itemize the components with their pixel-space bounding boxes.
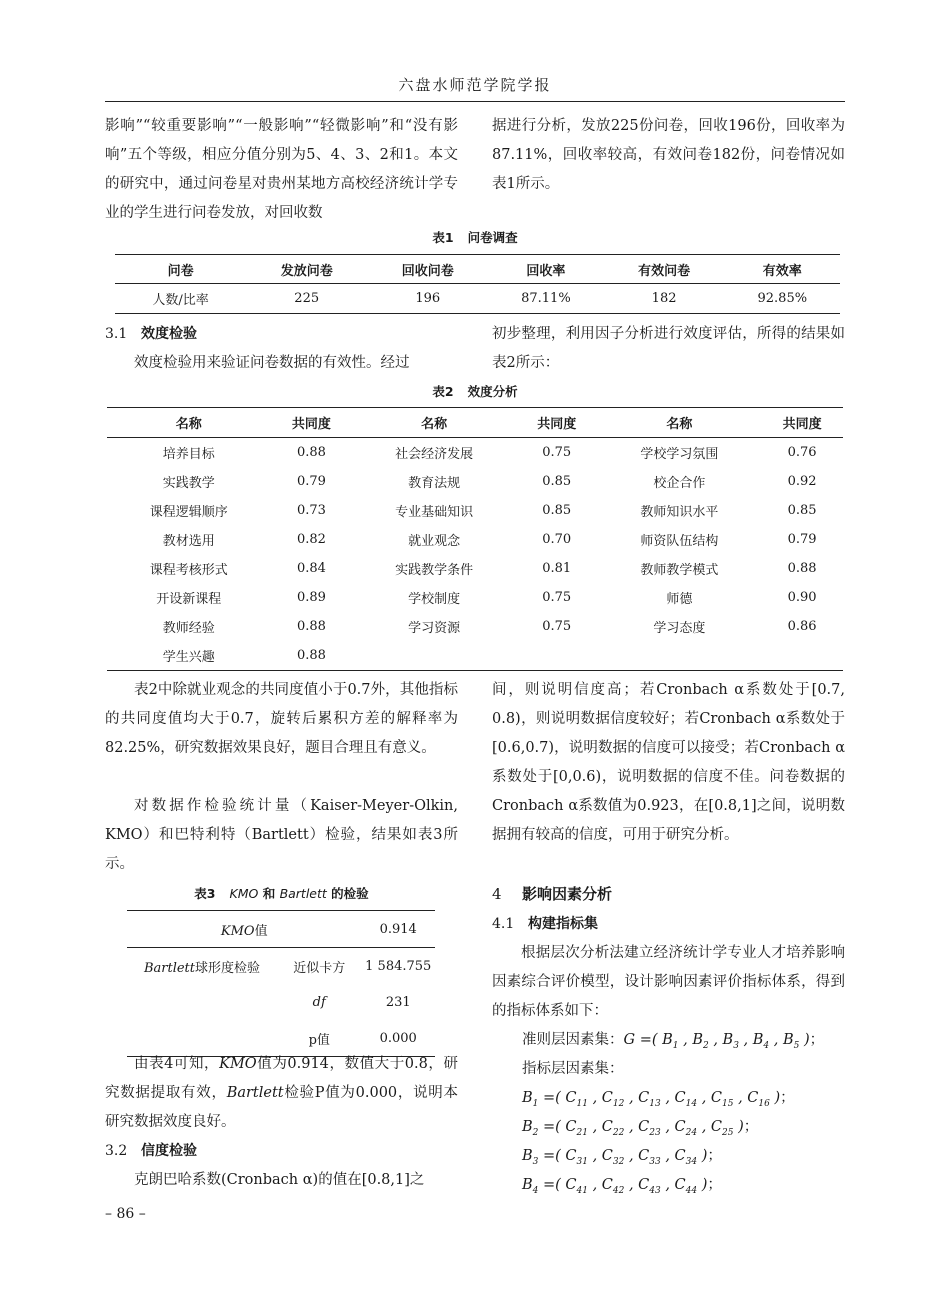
table2-cell: 0.75: [542, 445, 572, 460]
table1-caption-title: 问卷调查: [467, 230, 518, 245]
left-paragraph-3: [105, 1050, 458, 1137]
table1-caption-label: 表1: [432, 230, 454, 245]
right-paragraph-1: 间，则说明信度高；若Cronbach α系数处于[0.7, 0.8)，则说明数据信度较好；若Cronbach α系数处于[0.6,0.7)，说明数据的信度可以接受；若Cronbach α系数处于[0,0.6)，说明数据的信度不佳。问卷数据的Cronbach α系数值为0.923，在[0.8,1]之间，说明数据拥有较高的信度，可用于研究分析。: [492, 682, 845, 843]
left-paragraph-2: 对数据作检验统计量（Kaiser-Meyer-Olkin, KMO）和巴特利特（Bartlett）检验，结果如表3所示。: [105, 798, 458, 872]
table2-cell: 0.76: [787, 445, 817, 460]
section-title: 构建指标集: [528, 916, 598, 932]
table3-p-value: 0.000: [361, 1020, 435, 1057]
table1-caption: [105, 228, 845, 246]
table2-cell: 0.92: [787, 474, 817, 489]
p3-c: 检验P值为0.000，说明本研究数据效度良好。: [105, 1085, 458, 1130]
table2-cell: 学习资源: [408, 621, 461, 636]
section-3-1-right-text: 初步整理，利用因子分析进行效度评估，所得的结果如表2所示：: [492, 326, 845, 371]
table2-cell: 培养目标: [162, 447, 215, 462]
criteria-label: 准则层因素集：: [522, 1032, 624, 1048]
table3-row: [127, 948, 435, 985]
formula-b4: $B_4$ =( $C_{41}$ , $C_{42}$ , $C_{43}$ , $C_{44}$ )；: [522, 1177, 722, 1196]
table2-cell: 0.88: [787, 561, 817, 576]
left-paragraph-1: 表2中除就业观念的共同度值小于0.7外，其他指标的共同度值均大于0.7，旋转后累积方差的解释率为82.25%，研究数据效果良好，题目合理且有意义。: [105, 682, 458, 756]
table2-row: [107, 467, 843, 496]
table2-cell: 教师经验: [162, 621, 215, 636]
table3-chi-label: 近似卡方: [293, 960, 346, 976]
table2-cell: 教材选用: [162, 534, 215, 549]
table3-kmo-bartlett: [127, 910, 435, 1057]
table2-caption: [105, 382, 845, 400]
table2-header: 共同度: [516, 408, 598, 438]
table3-caption-kmo: KMO: [229, 886, 259, 901]
table2-cell: 0.81: [542, 561, 572, 576]
table3-row: [127, 911, 435, 948]
table2-row: [107, 525, 843, 554]
left-paragraph-4: 克朗巴哈系数(Cronbach α)的值在[0.8,1]之: [134, 1172, 425, 1188]
table3-kmo-value: 0.914: [361, 911, 435, 948]
table2-cell: 教师知识水平: [640, 505, 719, 520]
table1-row: [115, 284, 840, 314]
table1-cell: 92.85%: [725, 284, 840, 314]
formula-b3: $B_3$ =( $C_{31}$ , $C_{32}$ , $C_{33}$ , $C_{34}$ )；: [522, 1148, 722, 1167]
table2-cell: 师德: [666, 592, 693, 607]
table2-row: [107, 496, 843, 525]
table2-row: [107, 641, 843, 671]
section-title: 信度检验: [141, 1143, 197, 1159]
p3-kmo: KMO: [219, 1056, 257, 1072]
table2-cell: [761, 641, 843, 671]
table3-caption-tail: 的检验: [331, 886, 369, 901]
table2-caption-title: 效度分析: [467, 384, 518, 399]
table1-cell: 87.11%: [488, 284, 603, 314]
table2-header: 名称: [352, 408, 516, 438]
table2-cell: 0.75: [542, 619, 572, 634]
section-3-1-left-text: 效度检验用来验证问卷数据的有效性。经过: [134, 355, 410, 371]
table1-header: 有效问卷: [604, 255, 725, 284]
table1-cell: 人数/比率: [115, 284, 246, 314]
table1-questionnaire: [115, 254, 840, 314]
table2-cell: 0.75: [542, 590, 572, 605]
table2-cell: 课程考核形式: [149, 563, 228, 578]
table2-row: [107, 612, 843, 641]
table3-bartlett-label: [127, 948, 277, 985]
page-number: – 86 –: [105, 1206, 146, 1222]
table2-cell: 社会经济发展: [395, 447, 474, 462]
table2-cell: 教育法规: [408, 476, 461, 491]
section-3-2-heading: [105, 1137, 458, 1166]
table2-cell: 0.85: [787, 503, 817, 518]
table1-cell: 196: [367, 284, 488, 314]
table1-header: 问卷: [115, 255, 246, 284]
section-title: 效度检验: [141, 326, 197, 342]
criteria-set: 准则层因素集：G =( $B_1$ , $B_2$ , $B_3$ , $B_4$ , $B_5$ )；: [522, 1032, 825, 1051]
table2-cell: 教师教学模式: [640, 563, 719, 578]
table3-p-label: p值: [277, 1020, 361, 1057]
intro-left-paragraph: 影响”“较重要影响”“一般影响”“轻微影响”和“没有影响”五个等级，相应分值分别为5、4、3、2和1。本文的研究中，通过问卷星对贵州某地方高校经济统计学专业的学生进行问卷发放，对回收数: [105, 118, 458, 221]
table2-cell: 学校学习氛围: [640, 447, 719, 462]
table2-cell: 0.82: [296, 532, 326, 547]
table2-cell: 学生兴趣: [107, 641, 271, 671]
table1-header: 回收问卷: [367, 255, 488, 284]
table2-cell: 0.70: [542, 532, 572, 547]
table2-header: 共同度: [761, 408, 843, 438]
table3-row: [127, 984, 435, 1020]
table2-cell: [352, 641, 516, 671]
table2-cell: 0.88: [296, 619, 326, 634]
table2-row: [107, 554, 843, 583]
table1-header-row: [115, 255, 840, 284]
table2-cell: 0.89: [296, 590, 326, 605]
table2-cell: 0.79: [787, 532, 817, 547]
table3-caption-and: 和: [262, 886, 276, 901]
table1-cell: 182: [604, 284, 725, 314]
table2-cell: 开设新课程: [156, 592, 222, 607]
table2-row: [107, 583, 843, 612]
table2-cell: [598, 641, 762, 671]
section-title: 影响因素分析: [522, 885, 613, 903]
section-4-1-heading: [492, 910, 845, 939]
table2-cell: 专业基础知识: [395, 505, 474, 520]
section-3-1-heading: [105, 320, 458, 349]
table2-header: 共同度: [271, 408, 353, 438]
formula-b1: $B_1$ =( $C_{11}$ , $C_{12}$ , $C_{13}$ , $C_{14}$ , $C_{15}$ , $C_{16}$ )；: [522, 1090, 795, 1109]
table2-cell: 0.79: [296, 474, 326, 489]
table3-df-value: 231: [385, 994, 411, 1010]
table3-caption-bartlett: Bartlett: [279, 886, 327, 901]
formula-b2: $B_2$ =( $C_{21}$ , $C_{22}$ , $C_{23}$ , $C_{24}$ , $C_{25}$ )；: [522, 1119, 759, 1138]
section-number: 4: [492, 885, 502, 903]
table2-header: 名称: [107, 408, 271, 438]
indicator-label: 指标层因素集：: [522, 1061, 624, 1077]
section-number: 3.2: [105, 1143, 128, 1159]
table3-caption-label: 表3: [194, 886, 216, 901]
running-head: 六盘水师范学院学报: [398, 76, 552, 94]
table3-caption: [105, 884, 458, 902]
section-number: 4.1: [492, 916, 515, 932]
table3-chi-value: 1 584.755: [365, 958, 432, 974]
table2-cell: 0.90: [787, 590, 817, 605]
header-rule: [105, 101, 845, 102]
table2-cell: 校企合作: [653, 476, 706, 491]
p3-bartlett: Bartlett: [226, 1085, 284, 1101]
section-4-heading: [492, 880, 845, 909]
indicator-label-line: [492, 1055, 875, 1084]
table2-cell: 0.84: [296, 561, 326, 576]
intro-right-paragraph: 据进行分析，发放225份问卷，回收196份，回收率为87.11%，回收率较高，有效问卷182份，问卷情况如表1所示。: [492, 118, 845, 192]
bartlett-suffix: 球形度检验: [195, 960, 261, 976]
table2-header: 名称: [598, 408, 762, 438]
section-number: 3.1: [105, 326, 128, 342]
table2-validity: [107, 407, 843, 671]
p3-a: 由表4可知，: [134, 1056, 220, 1072]
table3-df-label: df: [312, 994, 326, 1010]
table2-cell: 师资队伍结构: [640, 534, 719, 549]
table2-cell: 学校制度: [408, 592, 461, 607]
table2-cell: 实践教学条件: [395, 563, 474, 578]
table2-row: [107, 438, 843, 468]
kmo-label: KMO: [220, 923, 255, 939]
right-paragraph-2: 根据层次分析法建立经济统计学专业人才培养影响因素综合评价模型，设计影响因素评价指标体系，得到的指标体系如下：: [492, 945, 845, 1019]
table1-header: 回收率: [488, 255, 603, 284]
p3-b: 值为0.914，数值大于0.8，研究数据提取有效，: [105, 1056, 458, 1101]
bartlett-label: Bartlett: [143, 960, 196, 976]
table2-cell: 学习态度: [653, 621, 706, 636]
table2-cell: [516, 641, 598, 671]
table2-cell: 0.88: [271, 641, 353, 671]
table2-caption-label: 表2: [432, 384, 454, 399]
table2-cell: 0.85: [542, 474, 572, 489]
table2-cell: 实践教学: [162, 476, 215, 491]
table2-cell: 课程逻辑顺序: [149, 505, 228, 520]
table2-cell: 0.86: [787, 619, 817, 634]
table1-header: 有效率: [725, 255, 840, 284]
kmo-suffix: 值: [254, 923, 268, 939]
table2-cell: 0.73: [296, 503, 326, 518]
table3-kmo-label: [127, 911, 361, 948]
table2-header-row: [107, 408, 843, 438]
table2-cell: 0.85: [542, 503, 572, 518]
table2-cell: 0.88: [296, 445, 326, 460]
table2-cell: 就业观念: [408, 534, 461, 549]
table3-empty: [127, 984, 277, 1020]
table1-header: 发放问卷: [246, 255, 367, 284]
table1-cell: 225: [246, 284, 367, 314]
